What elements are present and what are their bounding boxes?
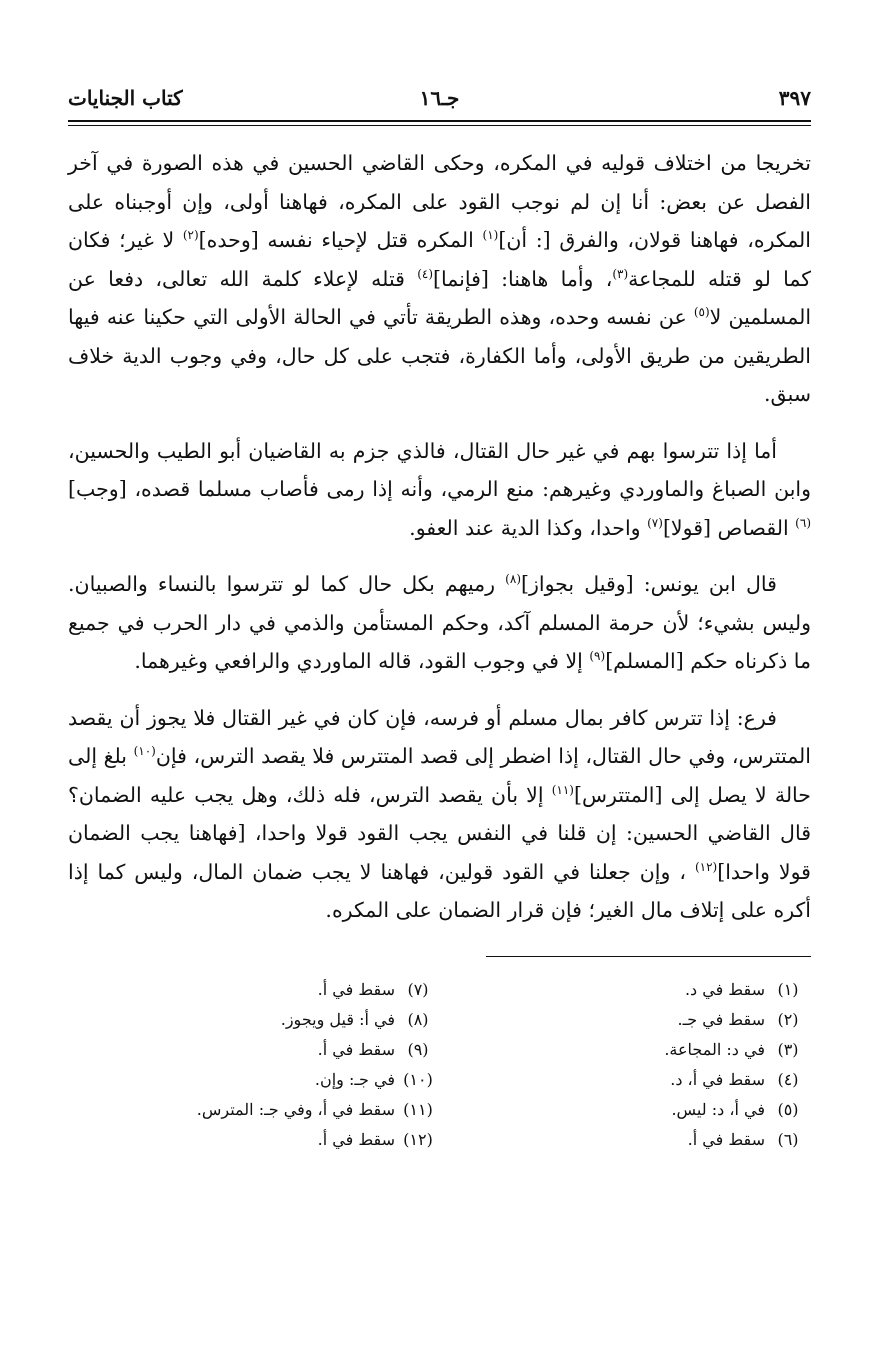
- paragraph: [68, 144, 811, 414]
- paragraph: [68, 699, 811, 930]
- footnote-number: (٣): [777, 1039, 799, 1059]
- footnote-number: (٢): [777, 1009, 799, 1029]
- footnote-ref: (١): [482, 228, 499, 243]
- footnote-ref: (٥): [693, 305, 710, 320]
- footnote: [71, 1035, 441, 1065]
- footnote-number: (٩): [407, 1039, 429, 1059]
- footnote-rule: [486, 956, 811, 957]
- text-run: لا غير؛ فكان كما لو قتله للمجاعة: [68, 228, 811, 291]
- footnote-number: (٥): [777, 1099, 799, 1119]
- text-run: واحدا، وكذا الدية عند العفو.: [409, 515, 648, 540]
- footnote-ref: (٩): [589, 649, 606, 664]
- text-run: ، وأما هاهنا: [فإنما]: [433, 266, 613, 291]
- text-run: بلغ إلى حالة لا يصل إلى [المتترس]: [68, 744, 811, 807]
- footnote: [441, 1035, 811, 1065]
- footnote-text: سقط في أ.: [317, 1129, 395, 1149]
- text-run: رميهم بكل حال كما لو تترسوا بالنساء والصبيان. وليس بشيء؛ لأن حرمة المسلم آكد، وحكم المستأمن والذمي في دار الحرب في جميع ما ذكرناه حكم [المسلم]: [68, 572, 811, 673]
- footnote: [441, 975, 811, 1005]
- footnote-text: سقط في جـ.: [677, 1009, 765, 1029]
- text-run: فرع: إذا تترس كافر بمال مسلم أو فرسه، فإن كان في غير القتال فلا يجوز أن يقصد المتترس، وفي حال القتال، إذا اضطر إلى قصد المتترس فلا يقصد الترس، فإن: [68, 705, 811, 768]
- footnote-ref: (١٠): [133, 744, 156, 759]
- footnote-text: في جـ: وإن.: [314, 1069, 395, 1089]
- footnote-text: سقط في أ، وفي جـ: المترس.: [196, 1099, 395, 1119]
- footnote-ref: (٣): [612, 266, 629, 281]
- footnote-ref: (٢): [182, 228, 199, 243]
- footnote-number: (٦): [777, 1129, 799, 1149]
- footnotes: [68, 975, 811, 1155]
- footnote-ref: (٧): [647, 515, 663, 530]
- book-title: كتاب الجنايات: [68, 86, 183, 110]
- footnote: [441, 1065, 811, 1095]
- footnote-column-left: [71, 975, 441, 1155]
- footnote-ref: (٦): [795, 515, 811, 530]
- footnote-number: (١٠): [403, 1069, 433, 1089]
- text-run: المكره قتل لإحياء نفسه [وحده]: [198, 228, 483, 252]
- footnote-number: (٤): [777, 1069, 799, 1089]
- footnote-ref: (١١): [551, 782, 574, 797]
- header-rule: [68, 120, 811, 126]
- volume-label: جـ١٦: [419, 86, 460, 110]
- footnote: [71, 1095, 441, 1125]
- running-header: [68, 86, 811, 120]
- footnote-text: سقط في أ.: [317, 1039, 395, 1059]
- paragraph: [68, 432, 811, 548]
- text-run: تخريجا من اختلاف قوليه في المكره، وحكى القاضي الحسين في هذه الصورة في آخر الفصل عن بعض: أنا إن لم نوجب القود على المكره، فهاهنا أولى، وإن أوجبناه على المكره، فهاهنا قولان، والفرق [: أن]: [68, 151, 811, 252]
- page-number: ٣٩٧: [778, 86, 811, 110]
- footnote-text: سقط في أ.: [317, 979, 395, 999]
- footnote-ref: (١٢): [694, 859, 718, 874]
- text-run: ، وإن جعلنا في القود قولين، فهاهنا لا يجب ضمان المال، وليس كما إذا أكره على إتلاف مال الغير؛ فإن قرار الضمان على المكره.: [68, 859, 811, 922]
- footnote-ref: (٤): [417, 266, 434, 281]
- footnote-text: في أ: قيل ويجوز.: [280, 1009, 395, 1029]
- footnote-text: سقط في أ.: [687, 1129, 765, 1149]
- footnote-number: (١١): [403, 1099, 433, 1119]
- main-text: [68, 144, 811, 930]
- footnote-number: (١): [777, 979, 799, 999]
- text-run: إلا بأن يقصد الترس، فله ذلك، وهل يجب عليه الضمان؟ قال القاضي الحسين: إن قلنا في النفس يجب القود قولا واحدا، [فهاهنا يجب الضمان قولا واحدا]: [68, 782, 811, 884]
- footnote-text: سقط في د.: [684, 979, 765, 999]
- footnote: [441, 1005, 811, 1035]
- text-run: قتله لإعلاء كلمة الله تعالى، دفعا عن المسلمين لا: [68, 266, 812, 329]
- footnote-number: (٨): [407, 1009, 429, 1029]
- footnote-text: في د: المجاعة.: [664, 1039, 765, 1059]
- footnote: [71, 1065, 441, 1095]
- footnote: [441, 1095, 811, 1125]
- text-run: عن نفسه وحده، وهذه الطريقة تأتي في الحالة الأولى التي حكينا عنه فيها الطريقين من طريق الأولى، وأما الكفارة، فتجب على كل حال، وفي وجوب الدية خلاف سبق.: [68, 305, 811, 406]
- text-run: إلا في وجوب القود، قاله الماوردي والرافعي وغيرهما.: [134, 649, 590, 673]
- text-run: قال ابن يونس: [وقيل بجواز]: [521, 572, 777, 596]
- footnote: [71, 975, 441, 1005]
- footnote-ref: (٨): [505, 572, 521, 587]
- text-run: القصاص [قولا]: [662, 515, 796, 540]
- footnote-number: (٧): [407, 979, 429, 999]
- footnote: [441, 1125, 811, 1155]
- footnote-number: (١٢): [403, 1129, 433, 1149]
- footnote-text: سقط في أ، د.: [670, 1069, 765, 1089]
- footnote: [71, 1005, 441, 1035]
- text-run: أما إذا تترسوا بهم في غير حال القتال، فالذي جزم به القاضيان أبو الطيب والحسين، وابن الصباغ والماوردي وغيرهم: منع الرمي، وأنه إذا رمى فأصاب مسلما قصده، [وجب]: [68, 438, 811, 501]
- footnote-text: في أ، د: ليس.: [671, 1099, 765, 1119]
- footnote-column-right: [441, 975, 811, 1155]
- paragraph: [68, 565, 811, 681]
- footnote: [71, 1125, 441, 1155]
